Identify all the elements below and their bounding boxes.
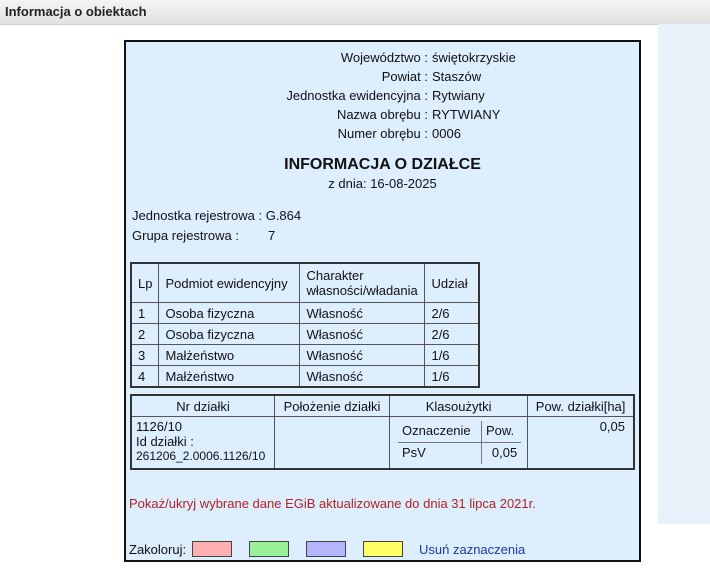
color-swatch-yellow[interactable] xyxy=(363,541,403,557)
owner-subject: Osoba fizyczna xyxy=(159,303,300,324)
color-swatch-green[interactable] xyxy=(249,541,289,557)
owners-col-lp: Lp xyxy=(131,263,159,303)
owners-col-subject: Podmiot ewidencyjny xyxy=(159,263,300,303)
color-swatch-red[interactable] xyxy=(192,541,232,557)
parcel-header-row xyxy=(131,395,634,417)
parcel-col-number: Nr działki xyxy=(131,395,275,417)
owner-ownership: Własność xyxy=(300,303,425,324)
owner-ownership: Własność xyxy=(300,345,425,366)
table-row xyxy=(398,443,521,465)
registry-unit-label: Jednostka rejestrowa : xyxy=(132,208,263,223)
owner-lp: 1 xyxy=(131,303,159,324)
precinct-name-label: Nazwa obrębu : xyxy=(336,107,428,122)
owner-share: 1/6 xyxy=(425,366,479,388)
table-row xyxy=(131,324,479,345)
precinct-number-label: Numer obrębu : xyxy=(337,126,428,141)
parcel-col-land-use: Klasoużytki xyxy=(390,395,528,417)
owner-lp: 4 xyxy=(131,366,159,388)
land-use-area: 0,05 xyxy=(491,445,518,460)
land-use-col-symbol: Oznaczenie xyxy=(398,421,481,443)
parcel-area: 0,05 xyxy=(528,417,634,470)
registry-unit-value: Rytwiany xyxy=(432,88,485,103)
colorize-label: Zakoloruj: xyxy=(129,542,187,557)
owner-share: 1/6 xyxy=(425,345,479,366)
color-swatch-blue[interactable] xyxy=(306,541,346,557)
land-use-symbol: PsV xyxy=(398,443,481,465)
land-use-col-area: Pow. xyxy=(481,421,521,443)
header-row-precinct-number xyxy=(126,124,639,143)
registry-group-label: Grupa rejestrowa : xyxy=(132,228,239,243)
header-row-county xyxy=(126,67,639,86)
owner-lp: 3 xyxy=(131,345,159,366)
voivodeship-value: świętokrzyskie xyxy=(432,50,516,65)
owner-ownership: Własność xyxy=(300,324,425,345)
county-value: Staszów xyxy=(432,69,482,84)
table-row xyxy=(131,345,479,366)
parcel-info-panel xyxy=(124,40,641,562)
parcel-id-label: Id działki : xyxy=(136,434,194,449)
parcel-col-area: Pow. działki[ha] xyxy=(528,395,634,417)
parcel-table xyxy=(130,394,635,470)
county-label: Powiat : xyxy=(381,69,428,84)
header-row-precinct-name xyxy=(126,105,639,124)
owners-col-share: Udział xyxy=(425,263,479,303)
registry-unit-label: Jednostka ewidencyjna : xyxy=(286,88,428,103)
parcel-number-cell xyxy=(131,417,275,470)
window-titlebar xyxy=(0,0,710,25)
land-use-header-row xyxy=(398,421,521,443)
side-strip xyxy=(658,24,710,524)
owner-ownership: Własność xyxy=(300,366,425,388)
registry-unit-value: G.864 xyxy=(265,208,302,223)
owners-header-row xyxy=(131,263,479,303)
location-header xyxy=(126,48,639,143)
table-row xyxy=(131,366,479,388)
window-title: Informacja o obiektach xyxy=(5,4,147,19)
owner-share: 2/6 xyxy=(425,324,479,345)
parcel-col-location: Położenie działki xyxy=(275,395,390,417)
header-row-unit xyxy=(126,86,639,105)
registry-unit xyxy=(132,208,301,223)
owner-subject: Osoba fizyczna xyxy=(159,324,300,345)
owner-subject: Małżeństwo xyxy=(159,366,300,388)
clear-selection-link[interactable]: Usuń zaznaczenia xyxy=(419,542,526,557)
egib-toggle-link[interactable]: Pokaż/ukryj wybrane dane EGiB aktualizowane do dnia 31 lipca 2021r. xyxy=(129,496,536,511)
precinct-name-value: RYTWIANY xyxy=(432,107,501,122)
owners-col-ownership: Charakter własności/władania xyxy=(300,263,425,303)
owner-subject: Małżeństwo xyxy=(159,345,300,366)
colorize-toolbar xyxy=(129,540,629,558)
parcel-number: 1126/10 xyxy=(136,419,183,434)
table-row xyxy=(131,417,634,470)
precinct-number-value: 0006 xyxy=(432,126,461,141)
registry-group-value: 7 xyxy=(268,228,276,243)
parcel-id-value: 261206_2.0006.1126/10 xyxy=(136,449,266,463)
land-use-cell xyxy=(390,417,528,470)
owner-lp: 2 xyxy=(131,324,159,345)
document-title: INFORMACJA O DZIAŁCE xyxy=(284,156,481,173)
header-row-voivodeship xyxy=(126,48,639,67)
document-date: z dnia: 16-08-2025 xyxy=(328,176,437,191)
owners-table xyxy=(130,262,480,388)
parcel-location xyxy=(275,417,390,470)
owner-share: 2/6 xyxy=(425,303,479,324)
land-use-table xyxy=(398,421,521,464)
table-row xyxy=(131,303,479,324)
voivodeship-label: Województwo : xyxy=(340,50,428,65)
registry-group xyxy=(132,228,332,243)
